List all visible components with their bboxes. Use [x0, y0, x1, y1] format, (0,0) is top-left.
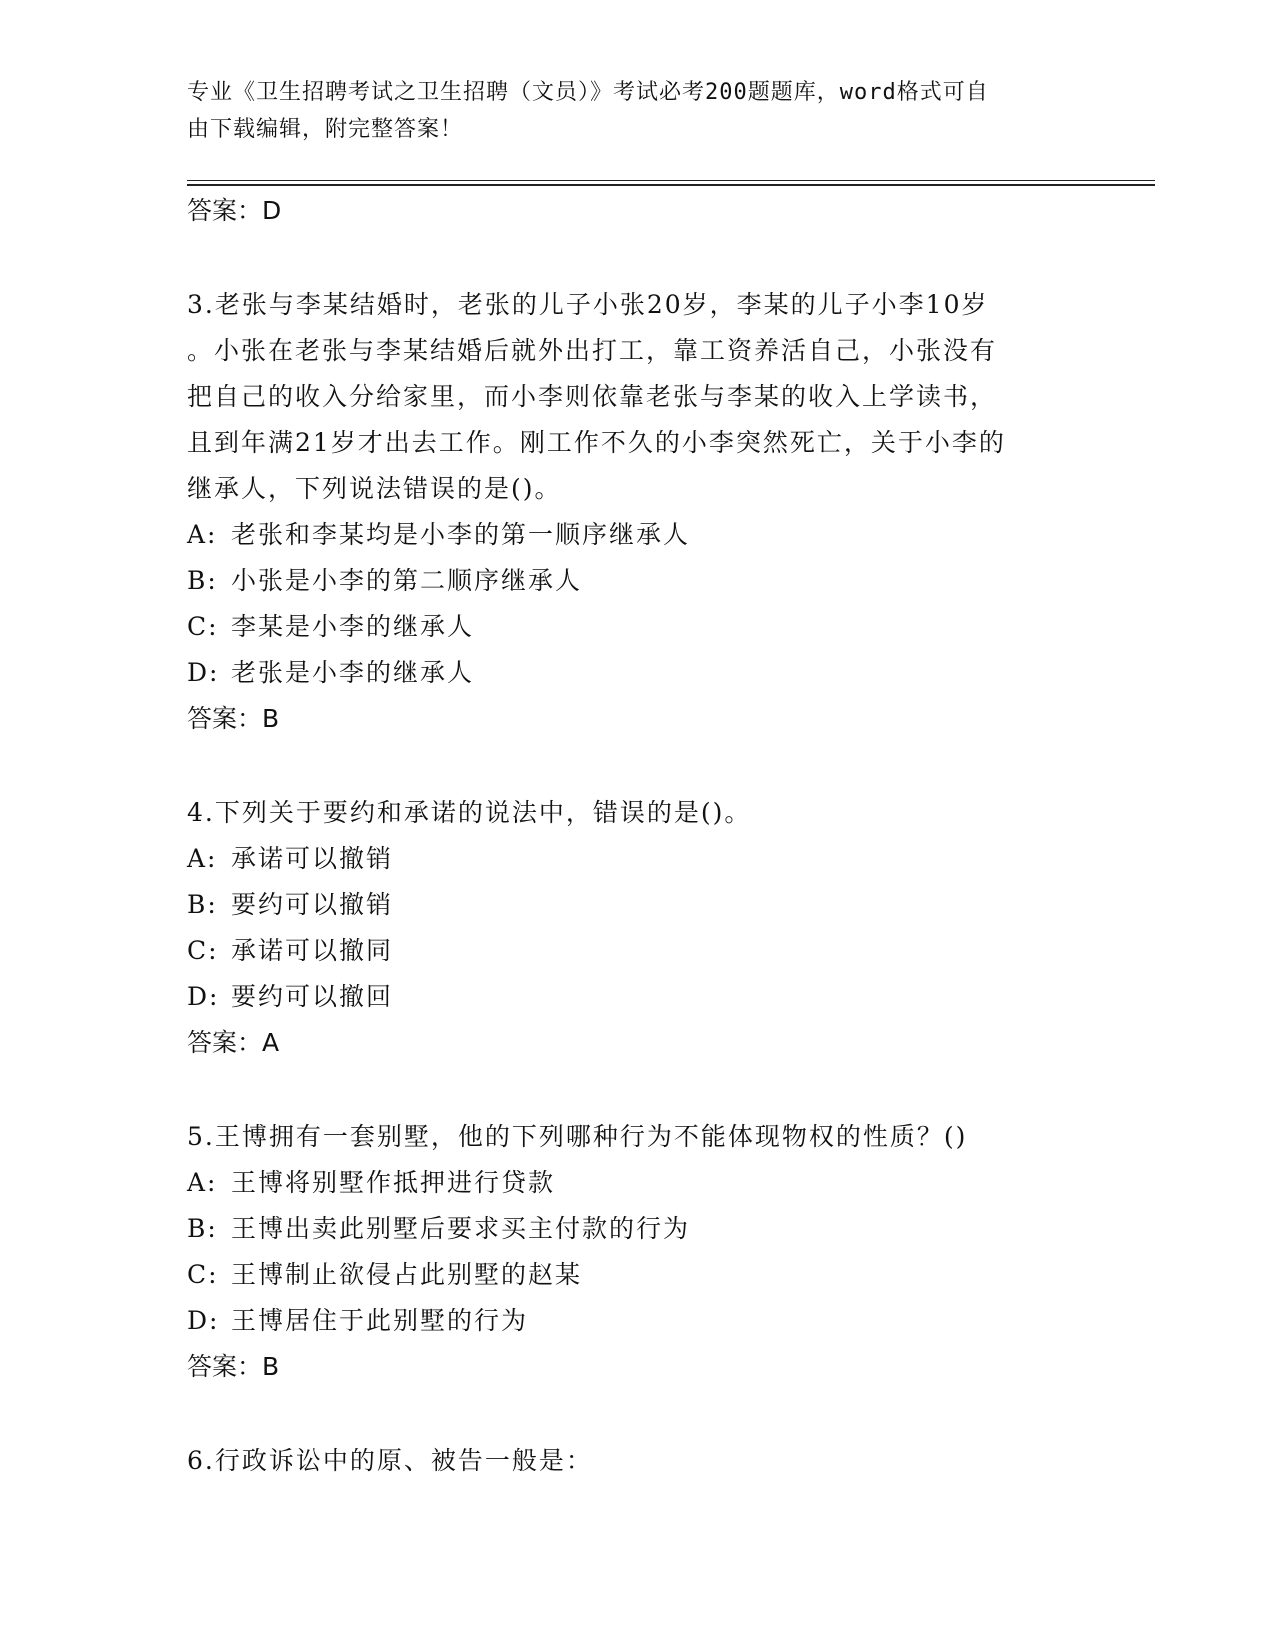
- document-header: [187, 74, 1067, 148]
- question-4-option-c: C: 承诺可以撤同: [187, 936, 394, 965]
- question-6-line: 6.行政诉讼中的原、被告一般是：: [187, 1446, 593, 1475]
- question-3-option-b: B: 小张是小李的第二顺序继承人: [187, 566, 583, 595]
- question-4-option-a: A: 承诺可以撤销: [187, 844, 394, 873]
- answer-previous: 答案：D: [187, 196, 282, 225]
- question-4-option-b: B: 要约可以撤销: [187, 890, 394, 919]
- question-4-line: 4.下列关于要约和承诺的说法中，错误的是()。: [187, 798, 752, 827]
- question-3: [187, 282, 1087, 742]
- question-3-option-c: C: 李某是小李的继承人: [187, 612, 475, 641]
- question-5-answer: 答案：B: [187, 1352, 280, 1381]
- question-3-line: 3.老张与李某结婚时，老张的儿子小张20岁，李某的儿子小李10岁: [187, 290, 989, 319]
- question-6: [187, 1438, 1087, 1484]
- header-line-2: 由下载编辑，附完整答案！: [187, 117, 464, 142]
- question-3-line: 且到年满21岁才出去工作。刚工作不久的小李突然死亡，关于小李的: [187, 428, 1006, 457]
- question-5-option-b: B: 王博出卖此别墅后要求买主付款的行为: [187, 1214, 691, 1243]
- question-3-option-d: D: 老张是小李的继承人: [187, 658, 475, 687]
- question-3-line: 把自己的收入分给家里，而小李则依靠老张与李某的收入上学读书，: [187, 382, 998, 411]
- question-4: [187, 790, 1087, 1066]
- header-line-1: 专业《卫生招聘考试之卫生招聘（文员）》考试必考200题题库，word格式可自: [187, 80, 989, 105]
- question-5: [187, 1114, 1087, 1390]
- question-3-line: 。小张在老张与李某结婚后就外出打工，靠工资养活自己，小张没有: [187, 336, 998, 365]
- question-5-line: 5.王博拥有一套别墅，他的下列哪种行为不能体现物权的性质？(): [187, 1122, 968, 1151]
- document-body: [187, 188, 1087, 1484]
- header-rule-thin: [187, 180, 1155, 181]
- question-3-answer: 答案：B: [187, 704, 280, 733]
- question-4-option-d: D: 要约可以撤回: [187, 982, 394, 1011]
- question-5-option-a: A: 王博将别墅作抵押进行贷款: [187, 1168, 556, 1197]
- question-3-line: 继承人，下列说法错误的是()。: [187, 474, 562, 503]
- header-rule-thick: [187, 184, 1155, 186]
- question-4-answer: 答案：A: [187, 1028, 280, 1057]
- question-5-option-c: C: 王博制止欲侵占此别墅的赵某: [187, 1260, 583, 1289]
- question-5-option-d: D: 王博居住于此别墅的行为: [187, 1306, 529, 1335]
- question-3-option-a: A: 老张和李某均是小李的第一顺序继承人: [187, 520, 691, 549]
